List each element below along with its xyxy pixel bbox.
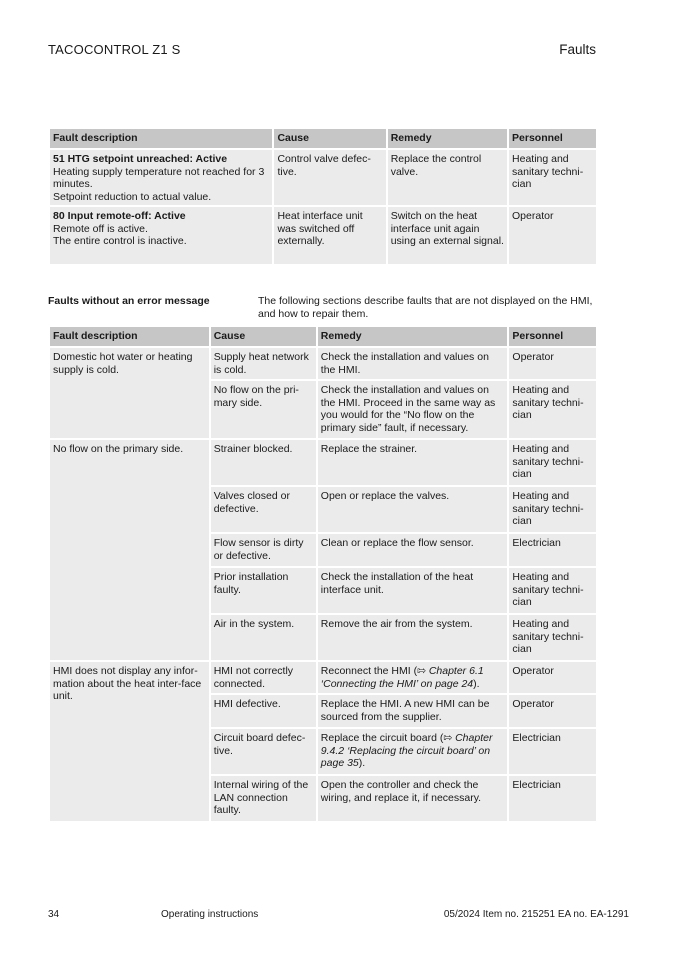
fault-detail: Heating supply temperature not reached for 3 minutes. [53, 165, 265, 190]
section-description: The following sections describe faults that are not displayed on the HMI, and how to repair them. [258, 295, 593, 320]
header-section: Faults [559, 42, 596, 57]
fault-description-cell: HMI does not display any infor-mation about the heat inter-face unit. [50, 662, 209, 821]
reference-arrow-icon: ⇰ [417, 665, 426, 677]
cause-cell: Air in the system. [211, 615, 316, 660]
table-row [50, 150, 596, 205]
table-row [50, 662, 596, 693]
fault-table-no-error-message [48, 325, 598, 823]
remedy-cell: Replace the HMI. A new HMI can be sourced from the supplier. [318, 695, 508, 727]
column-header: Cause [274, 129, 385, 148]
column-header: Personnel [509, 327, 596, 346]
remedy-text: Replace the circuit board ( [320, 732, 444, 744]
fault-table-error-messages [48, 127, 598, 266]
fault-description-cell [50, 150, 272, 205]
cause-cell: Flow sensor is dirty or defective. [211, 534, 316, 566]
chapter-link[interactable]: Chapter 6.1 ‘Connecting the HMI’ on page 24 [320, 665, 484, 690]
column-header: Cause [211, 327, 316, 346]
document-type: Operating instructions [161, 909, 259, 920]
remedy-cell [318, 662, 508, 693]
column-header: Personnel [509, 129, 596, 148]
remedy-cell: Remove the air from the system. [318, 615, 508, 660]
remedy-cell: Replace the control valve. [388, 150, 507, 205]
personnel-cell: Heating and sanitary techni-cian [509, 150, 596, 205]
remedy-cell: Open or replace the valves. [318, 487, 508, 532]
table-header-row [50, 129, 596, 148]
remedy-cell: Switch on the heat interface unit again using an external signal. [388, 207, 507, 264]
header-title: TACOCONTROL Z1 S [48, 42, 181, 57]
fault-title: 51 HTG setpoint unreached: Active [53, 153, 228, 165]
table-header-row [50, 327, 596, 346]
page-number: 34 [48, 909, 60, 920]
cause-cell: Circuit board defec-tive. [211, 729, 316, 774]
column-header: Remedy [318, 327, 508, 346]
cause-cell: Prior installation faulty. [211, 568, 316, 613]
remedy-cell: Check the installation and values on the HMI. [318, 348, 508, 379]
personnel-cell: Operator [509, 695, 596, 727]
remedy-cell: Open the controller and check the wiring, and replace it, if necessary. [318, 776, 508, 821]
column-header: Fault description [50, 327, 209, 346]
column-header: Fault description [50, 129, 272, 148]
section-title: Faults without an error message [48, 295, 210, 307]
personnel-cell: Heating and sanitary techni-cian [509, 615, 596, 660]
personnel-cell: Heating and sanitary techni-cian [509, 381, 596, 438]
personnel-cell: Operator [509, 207, 596, 264]
fault-description-cell [50, 207, 272, 264]
cause-cell: Supply heat network is cold. [211, 348, 316, 379]
personnel-cell: Operator [509, 662, 596, 693]
chapter-link[interactable]: Chapter 9.4.2 ‘Replacing the circuit board’ on page 35 [320, 732, 493, 769]
table-row [50, 440, 596, 485]
fault-detail: Remote off is active. [53, 222, 148, 235]
cause-cell: Control valve defec-tive. [274, 150, 385, 205]
remedy-cell: Check the installation and values on the HMI. Proceed in the same way as you would for the “No flow on the primary side” fault, if necessary. [318, 381, 508, 438]
fault-detail: The entire control is inactive. [53, 235, 187, 247]
cause-cell: HMI defective. [211, 695, 316, 727]
remedy-cell: Clean or replace the flow sensor. [318, 534, 508, 566]
item-number: 05/2024 Item no. 215251 EA no. EA-1291 [443, 909, 629, 920]
remedy-text: ). [358, 757, 366, 769]
fault-detail: Setpoint reduction to actual value. [53, 190, 212, 203]
personnel-cell: Operator [509, 348, 596, 379]
cause-cell: Valves closed or defective. [211, 487, 316, 532]
cause-cell: Strainer blocked. [211, 440, 316, 485]
personnel-cell: Heating and sanitary techni-cian [509, 568, 596, 613]
remedy-text: Reconnect the HMI ( [320, 665, 418, 677]
personnel-cell: Heating and sanitary techni-cian [509, 440, 596, 485]
personnel-cell: Electrician [509, 729, 596, 774]
table-row [50, 207, 596, 264]
personnel-cell: Electrician [509, 534, 596, 566]
fault-description-cell: No flow on the primary side. [50, 440, 209, 660]
reference-arrow-icon: ⇰ [443, 732, 453, 744]
personnel-cell: Electrician [509, 776, 596, 821]
remedy-cell: Replace the strainer. [318, 440, 508, 485]
fault-description-cell: Domestic hot water or heating supply is cold. [50, 348, 209, 438]
cause-cell: No flow on the pri-mary side. [211, 381, 316, 438]
remedy-cell: Check the installation of the heat interface unit. [318, 568, 508, 613]
cause-cell: HMI not correctly connected. [211, 662, 316, 693]
column-header: Remedy [388, 129, 507, 148]
remedy-cell [318, 729, 508, 774]
table-row [50, 348, 596, 379]
personnel-cell: Heating and sanitary techni-cian [509, 487, 596, 532]
cause-cell: Heat interface unit was switched off externally. [274, 207, 385, 264]
cause-cell: Internal wiring of the LAN connection faulty. [211, 776, 316, 821]
fault-title: 80 Input remote-off: Active [53, 210, 186, 222]
remedy-text: ). [473, 677, 480, 690]
